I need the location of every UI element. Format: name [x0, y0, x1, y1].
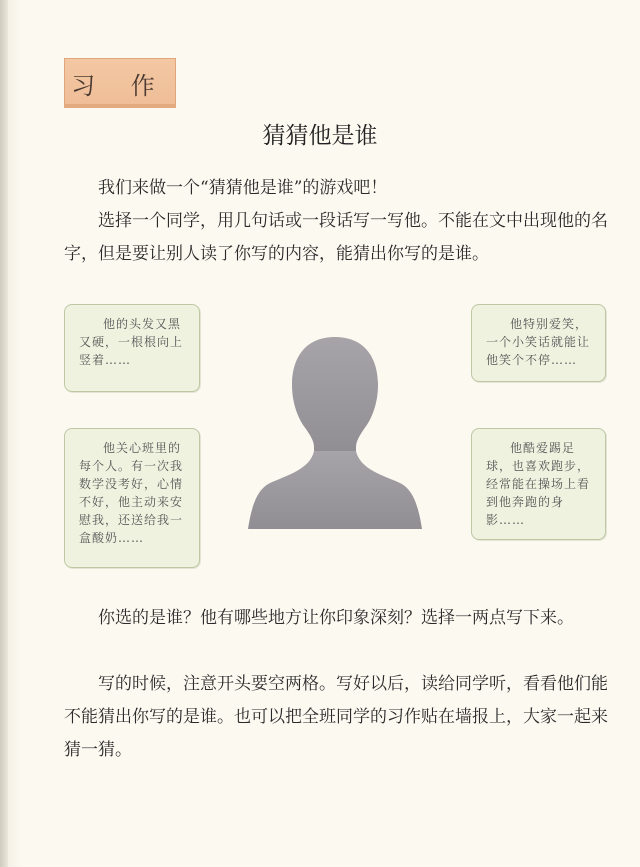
- section-tag-label: 习 作: [71, 72, 169, 100]
- person-silhouette-icon: [248, 333, 422, 529]
- prompt-paragraph: 你选的是谁？他有哪些地方让你印象深刻？选择一两点写下来。: [98, 608, 574, 628]
- instruction-paragraph: 选择一个同学，用几句话或一段话写一写他。不能在文中出现他的名字，但是要让别人读了你写的内容，能猜出你写的是谁。: [64, 211, 608, 264]
- note-football: [471, 428, 606, 540]
- note-hair: [64, 304, 200, 392]
- note-football-text: 他酷爱踢足球，也喜欢跑步，经常能在操场上看到他奔跑的身影……: [486, 441, 591, 527]
- note-caring: [64, 428, 200, 568]
- section-tag: [64, 58, 176, 108]
- silhouette-body: [248, 451, 422, 529]
- note-laugh: [471, 304, 606, 382]
- silhouette-head: [292, 337, 378, 455]
- note-laugh-text: 他特别爱笑，一个小笑话就能让他笑个不停……: [486, 317, 591, 367]
- intro-paragraph: 我们来做一个“猜猜他是谁”的游戏吧！: [98, 178, 388, 198]
- page-title: 猜猜他是谁: [262, 123, 378, 149]
- note-caring-text: 他关心班里的每个人。有一次我数学没考好，心情不好，他主动来安慰我，还送给我一盒酸奶……: [79, 441, 184, 545]
- note-hair-text: 他的头发又黑又硬，一根根向上竖着……: [79, 317, 184, 367]
- tips-paragraph: 写的时候，注意开头要空两格。写好以后，读给同学听，看看他们能不能猜出你写的是谁。也可以把全班同学的习作贴在墙报上，大家一起来猜一猜。: [64, 674, 608, 760]
